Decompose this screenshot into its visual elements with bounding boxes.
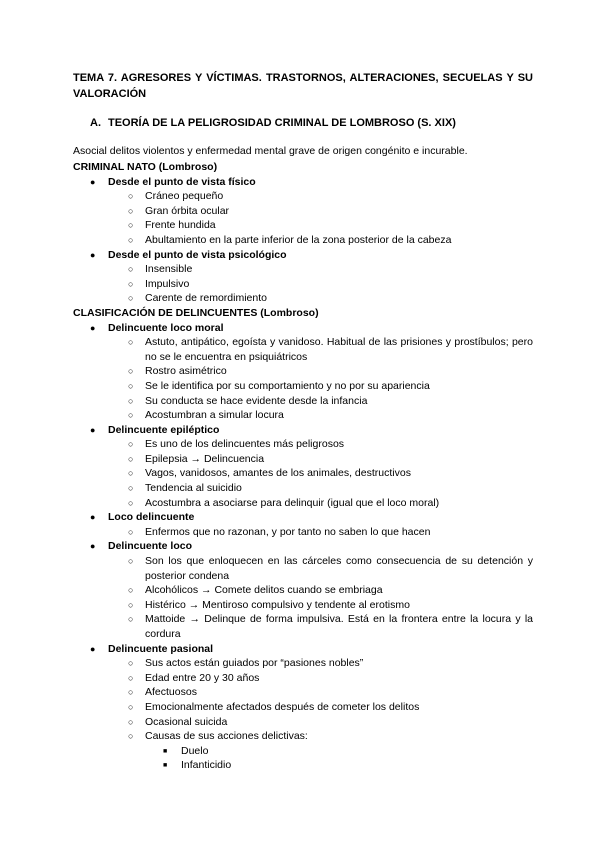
bullet-square-icon: ■ [163, 762, 168, 770]
list-item [73, 510, 533, 525]
list-item [73, 539, 533, 554]
list-item-text: Cráneo pequeño [145, 190, 224, 203]
list-item [73, 700, 533, 715]
bullet-circle-icon: ○ [128, 599, 134, 610]
list-item [73, 437, 533, 452]
list-item-text: Frente hundida [145, 219, 216, 232]
list-item [73, 291, 533, 306]
list-item-text: Emocionalmente afectados después de cometer los delitos [145, 700, 420, 713]
list-item-text: Carente de remordimiento [145, 292, 267, 305]
list-item-text: Enfermos que no razonan, y por tanto no saben lo que hacen [145, 525, 431, 538]
list-item-label: Desde el punto de vista físico [108, 175, 256, 188]
list-item-text: Alcohólicos → Comete delitos cuando se embriaga [145, 584, 383, 597]
list-item [73, 744, 533, 759]
section-title: TEORÍA DE LA PELIGROSIDAD CRIMINAL DE LOMBROSO (S. XIX) [108, 117, 456, 129]
bullet-disc-icon: ● [90, 176, 96, 187]
list-item [73, 233, 533, 248]
list-item [73, 496, 533, 511]
bullet-circle-icon: ○ [128, 278, 134, 289]
bullet-circle-icon: ○ [128, 380, 134, 391]
list-item-text: Acostumbran a simular locura [145, 409, 284, 422]
list-item-label: Delincuente pasional [108, 642, 214, 655]
list-item-text: Vagos, vanidosos, amantes de los animales, destructivos [145, 467, 411, 480]
bullet-circle-icon: ○ [128, 191, 134, 202]
list-item [73, 218, 533, 233]
list-item [73, 204, 533, 219]
list-item-text: Acostumbra a asociarse para delinquir (igual que el loco moral) [145, 496, 440, 509]
list-item [73, 583, 533, 598]
list-item-text: Sus actos están guiados por “pasiones nobles” [145, 657, 364, 670]
list-item-text: Epilepsia → Delincuencia [145, 452, 265, 465]
list-item-text: Causas de sus acciones delictivas: [145, 730, 308, 743]
list-item [73, 715, 533, 730]
list-item [73, 758, 533, 773]
bullet-disc-icon: ● [90, 541, 96, 552]
list-item [73, 612, 533, 641]
bullet-circle-icon: ○ [128, 234, 134, 245]
bullet-circle-icon: ○ [128, 658, 134, 669]
criminal-nato-heading: CRIMINAL NATO (Lombroso) [73, 161, 218, 173]
document-body [73, 160, 533, 773]
list-item-text: Mattoide → Delinque de forma impulsiva. Está en la frontera entre la locura y la cordura [145, 613, 533, 640]
list-item-label: Delincuente loco [108, 540, 193, 553]
list-item-text: Es uno de los delincuentes más peligrosos [145, 438, 345, 451]
list-item [73, 466, 533, 481]
list-item [73, 175, 533, 190]
list-item [73, 277, 533, 292]
list-item-text: Impulsivo [145, 277, 190, 290]
list-item-label: Delincuente loco moral [108, 321, 224, 334]
list-item [73, 642, 533, 657]
bullet-disc-icon: ● [90, 512, 96, 523]
list-item [73, 656, 533, 671]
list-item-text: Infanticidio [181, 759, 232, 772]
bullet-circle-icon: ○ [128, 220, 134, 231]
list-item-text: Tendencia al suicidio [145, 482, 242, 495]
page-title: TEMA 7. AGRESORES Y VÍCTIMAS. TRASTORNOS, ALTERACIONES, SECUELAS Y SU VALORACIÓN [73, 72, 533, 100]
list-item [73, 364, 533, 379]
bullet-circle-icon: ○ [128, 526, 134, 537]
bullet-disc-icon: ● [90, 249, 96, 260]
bullet-circle-icon: ○ [128, 585, 134, 596]
list-item [73, 189, 533, 204]
list-item-text: Duelo [181, 744, 209, 757]
bullet-square-icon: ■ [163, 747, 168, 755]
list-item [73, 394, 533, 409]
list-item [73, 481, 533, 496]
intro-paragraph: Asocial delitos violentos y enfermedad mental grave de origen congénito e incurable. [73, 145, 468, 157]
bullet-circle-icon: ○ [128, 453, 134, 464]
list-item-text: Ocasional suicida [145, 715, 228, 728]
list-item-text: Gran órbita ocular [145, 204, 230, 217]
clasificacion-heading: CLASIFICACIÓN DE DELINCUENTES (Lombroso) [73, 306, 319, 319]
list-item-text: Astuto, antipático, egoísta y vanidoso. Habitual de las prisiones y prostíbulos; pero no se le encuentra en psiquiátricos [145, 336, 533, 363]
list-item [73, 554, 533, 583]
list-item [73, 729, 533, 744]
bullet-circle-icon: ○ [128, 395, 134, 406]
list-item [73, 262, 533, 277]
bullet-circle-icon: ○ [128, 701, 134, 712]
list-item [73, 321, 533, 336]
bullet-circle-icon: ○ [128, 731, 134, 742]
bullet-circle-icon: ○ [128, 366, 134, 377]
section-heading [90, 117, 456, 129]
bullet-circle-icon: ○ [128, 483, 134, 494]
list-item [73, 379, 533, 394]
list-item-text: Abultamiento en la parte inferior de la zona posterior de la cabeza [145, 233, 452, 246]
list-item [73, 423, 533, 438]
list-item-label: Loco delincuente [108, 511, 195, 524]
list-item [73, 248, 533, 263]
list-item-text: Rostro asimétrico [145, 365, 227, 378]
list-item [73, 525, 533, 540]
bullet-circle-icon: ○ [128, 264, 134, 275]
list-item-text: Insensible [145, 263, 193, 276]
section-letter: A. [90, 117, 101, 129]
list-item-text: Son los que enloquecen en las cárceles como consecuencia de su detención y posterior condena [145, 555, 533, 582]
bullet-disc-icon: ● [90, 322, 96, 333]
list-item [73, 598, 533, 613]
list-item [73, 335, 533, 364]
list-item [73, 671, 533, 686]
bullet-circle-icon: ○ [128, 337, 134, 348]
bullet-circle-icon: ○ [128, 468, 134, 479]
bullet-circle-icon: ○ [128, 439, 134, 450]
list-item-label: Desde el punto de vista psicológico [108, 248, 287, 261]
bullet-disc-icon: ● [90, 643, 96, 654]
bullet-disc-icon: ● [90, 424, 96, 435]
bullet-circle-icon: ○ [128, 716, 134, 727]
bullet-circle-icon: ○ [128, 556, 134, 567]
list-item-text: Su conducta se hace evidente desde la infancia [145, 394, 368, 407]
list-item [73, 685, 533, 700]
list-item-label: Delincuente epiléptico [108, 423, 220, 436]
bullet-circle-icon: ○ [128, 410, 134, 421]
bullet-circle-icon: ○ [128, 497, 134, 508]
bullet-circle-icon: ○ [128, 205, 134, 216]
bullet-circle-icon: ○ [128, 672, 134, 683]
list-item-text: Edad entre 20 y 30 años [145, 671, 260, 684]
list-item-text: Se le identifica por su comportamiento y no por su apariencia [145, 379, 430, 392]
list-item-text: Afectuosos [145, 686, 197, 699]
bullet-circle-icon: ○ [128, 614, 134, 625]
list-item [73, 408, 533, 423]
list-item-text: Histérico → Mentiroso compulsivo y tendente al erotismo [145, 598, 410, 611]
list-item [73, 452, 533, 467]
bullet-circle-icon: ○ [128, 293, 134, 304]
bullet-circle-icon: ○ [128, 687, 134, 698]
